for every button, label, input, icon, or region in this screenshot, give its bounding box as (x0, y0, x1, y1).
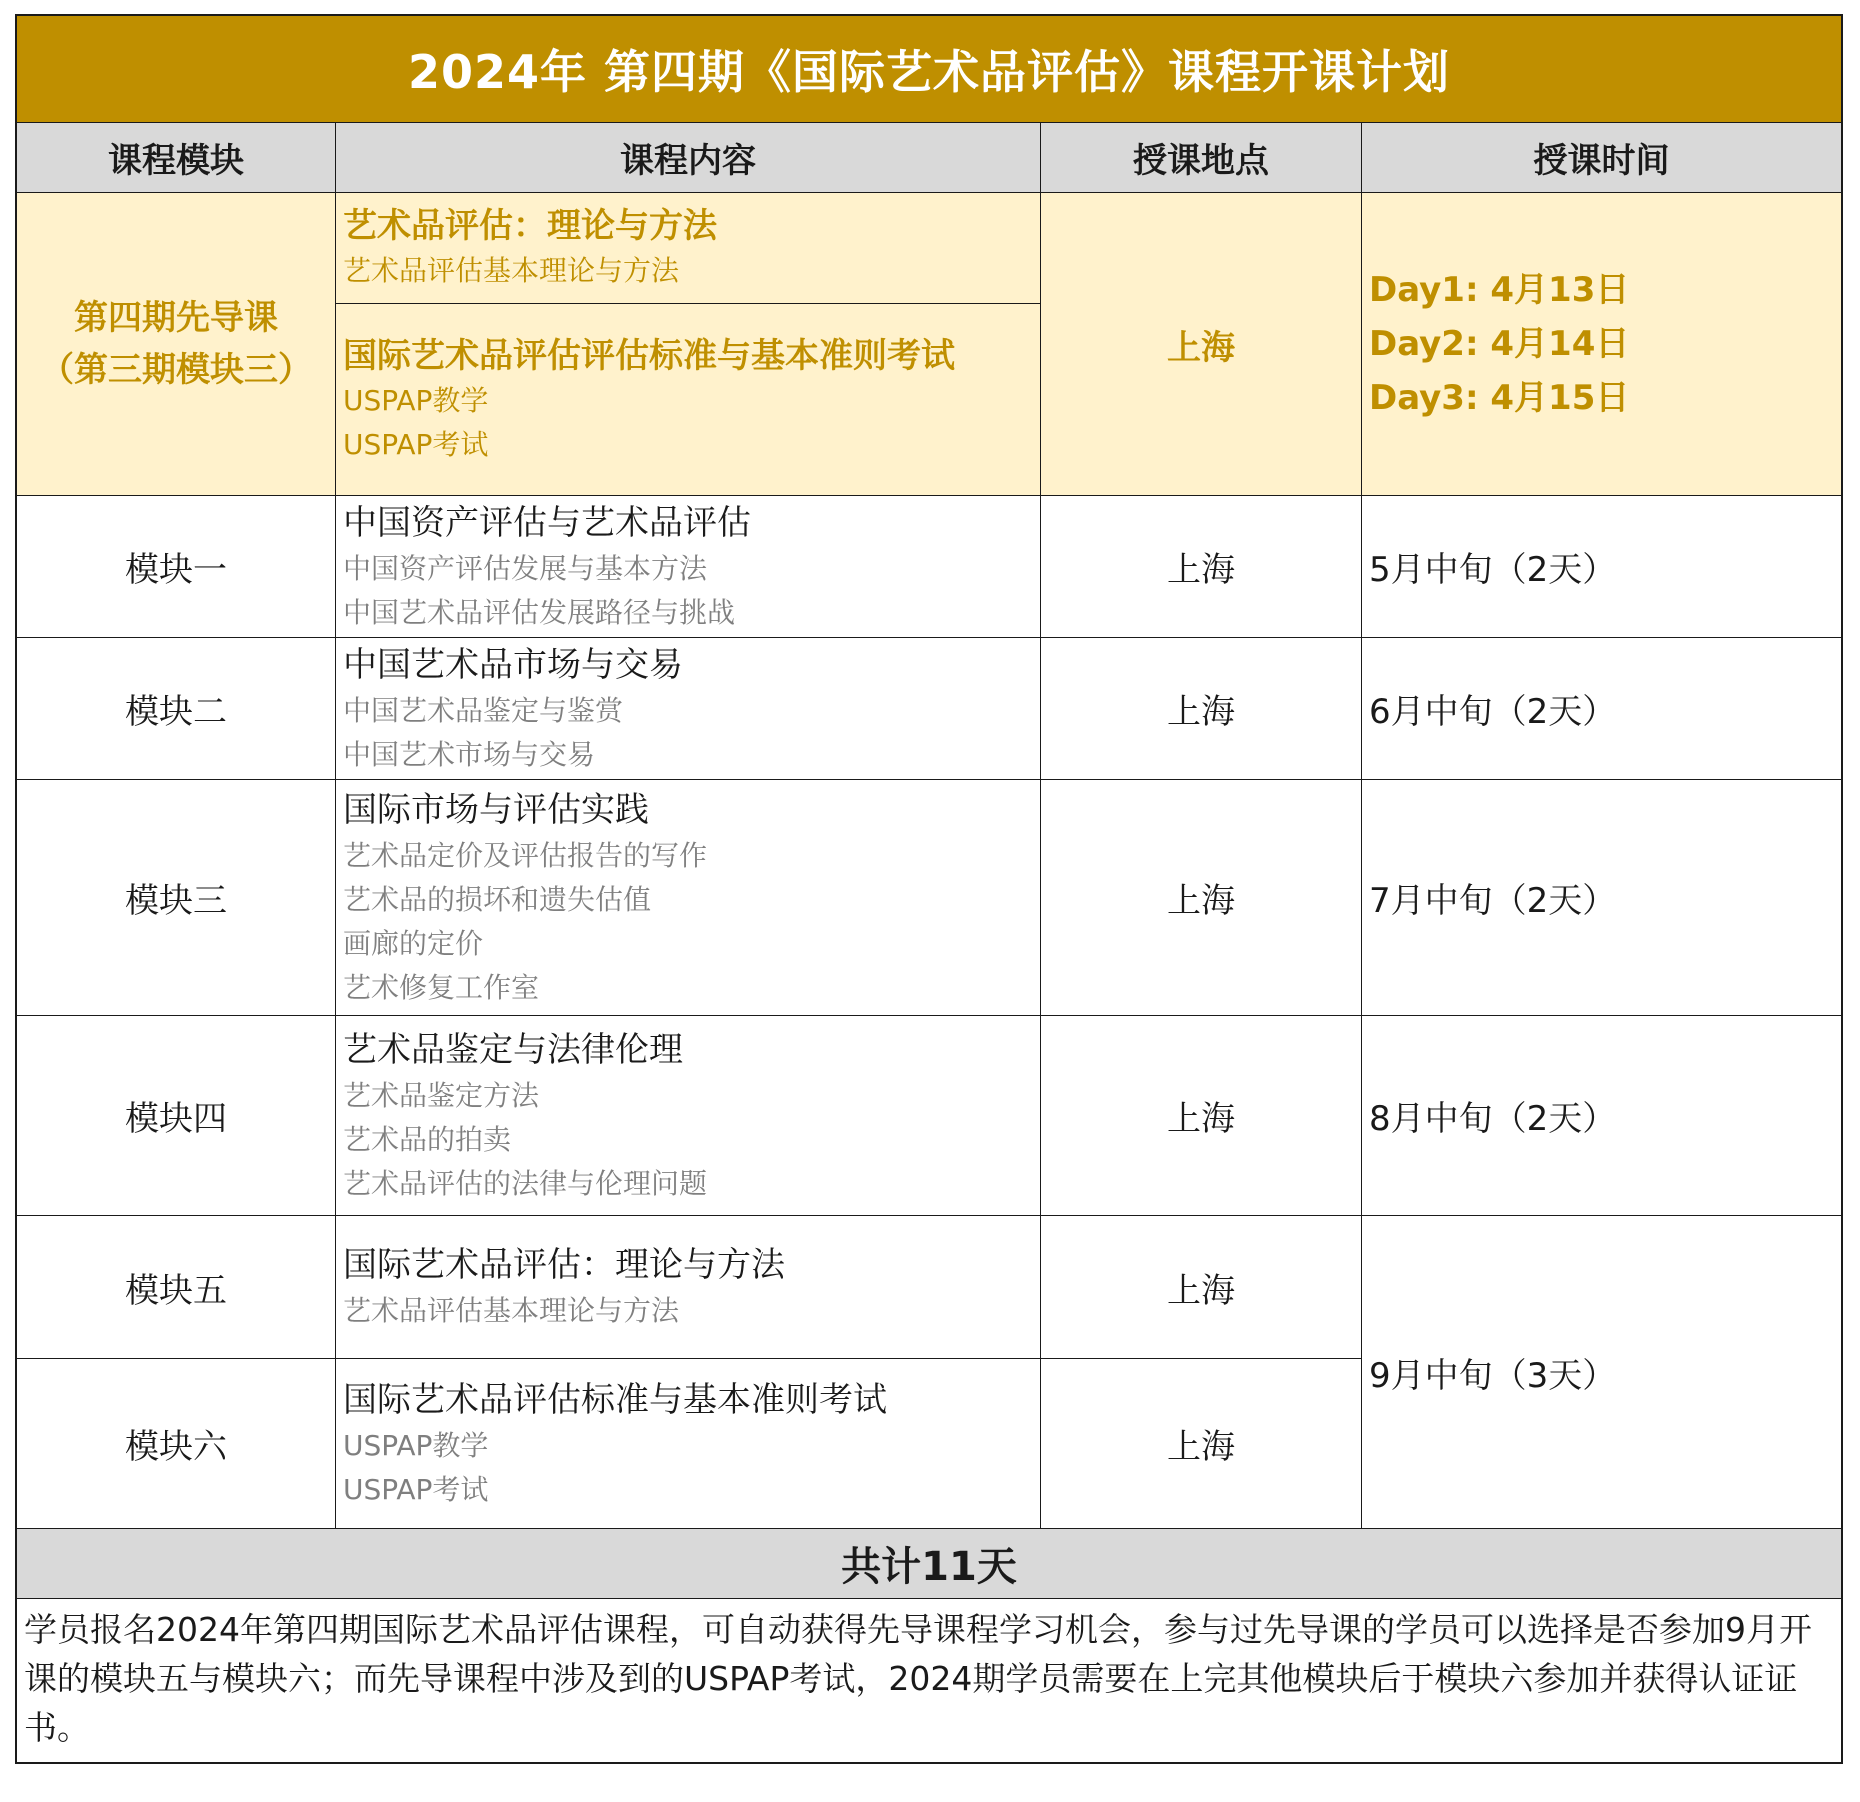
location-text: 上海 (1167, 327, 1235, 368)
module-item: 艺术品的损坏和遗失估值 (343, 882, 652, 916)
module-row (17, 1358, 1361, 1528)
module-item: 艺术品定价及评估报告的写作 (343, 838, 708, 872)
module-name-cell: 模块三 (125, 881, 227, 921)
module-title: 中国艺术品市场与交易 (343, 644, 683, 685)
module-content-cell (335, 496, 1040, 637)
header-module: 课程模块 (108, 141, 244, 181)
module-location-cell: 上海 (1040, 1359, 1361, 1528)
preliminary-block-1 (336, 193, 1040, 303)
course-schedule-table (15, 14, 1843, 1764)
header-row (17, 122, 1841, 192)
preliminary-block-item: 艺术品评估基本理论与方法 (343, 254, 680, 287)
module-name-cell: 模块一 (125, 550, 227, 590)
module-item: 中国艺术市场与交易 (343, 737, 596, 771)
table-title-row (17, 16, 1841, 122)
module-location-cell: 上海 (1040, 780, 1361, 1015)
preliminary-time-cell (1361, 193, 1841, 495)
preliminary-location-cell (1040, 193, 1361, 495)
day-3: Day3: 4月15日 (1369, 378, 1630, 418)
preliminary-block-title: 国际艺术品评估评估标准与基本准则考试 (343, 335, 955, 376)
preliminary-block-title: 艺术品评估：理论与方法 (343, 206, 717, 246)
module-item: 中国资产评估发展与基本方法 (343, 551, 708, 585)
module-time-cell: 5月中旬（2天） (1361, 496, 1841, 637)
module-row (17, 779, 1841, 1015)
module-row (17, 495, 1841, 637)
total-days: 共计11天 (841, 1544, 1017, 1590)
note-row (17, 1598, 1841, 1762)
merged-modules-block (17, 1215, 1841, 1528)
module-item: 中国艺术品评估发展路径与挑战 (343, 595, 736, 629)
module-content-cell (335, 1359, 1040, 1528)
merged-time: 9月中旬（3天） (1369, 1355, 1617, 1396)
merged-modules-left (17, 1216, 1361, 1528)
preliminary-days (1369, 263, 1629, 425)
note-text: 学员报名2024年第四期国际艺术品评估课程，可自动获得先导课程学习机会，参与过先导课的学员可以选择是否参加9月开课的模块五与模块六；而先导课程中涉及到的USPAP考试，2024期学员需要在上完其他模块后于模块六参加并获得认证证书。 (24, 1610, 1812, 1747)
header-content: 课程内容 (335, 123, 1040, 192)
module-item: 艺术修复工作室 (343, 970, 540, 1004)
module-name-cell: 模块四 (125, 1099, 227, 1139)
module-location-cell: 上海 (1040, 638, 1361, 779)
module-location-cell: 上海 (1040, 1216, 1361, 1358)
header-time: 授课时间 (1361, 123, 1841, 192)
preliminary-content-cell (335, 193, 1040, 495)
preliminary-module-line1: 第四期先导课 (74, 298, 278, 338)
day-2: Day2: 4月14日 (1369, 324, 1630, 364)
module-item: USPAP考试 (343, 1472, 489, 1506)
module-time-cell: 7月中旬（2天） (1361, 780, 1841, 1015)
module-title: 中国资产评估与艺术品评估 (343, 502, 751, 543)
module-row (17, 637, 1841, 779)
module-title: 国际市场与评估实践 (343, 789, 649, 830)
preliminary-block-item: USPAP考试 (343, 427, 489, 461)
module-title: 国际艺术品评估：理论与方法 (343, 1245, 785, 1285)
module-content-cell (335, 638, 1040, 779)
total-row (17, 1528, 1841, 1598)
module-item: 画廊的定价 (343, 926, 484, 960)
module-location-cell: 上海 (1040, 1016, 1361, 1215)
preliminary-block-item: USPAP教学 (343, 383, 489, 417)
day-1: Day1: 4月13日 (1369, 270, 1630, 310)
module-name-cell: 模块六 (125, 1427, 227, 1467)
module-item: USPAP教学 (343, 1428, 489, 1462)
module-name-cell: 模块二 (125, 692, 227, 732)
table-title: 2024年 第四期《国际艺术品评估》课程开课计划 (407, 45, 1451, 99)
module-time-cell: 8月中旬（2天） (1361, 1016, 1841, 1215)
module-item: 艺术品的拍卖 (343, 1122, 512, 1156)
module-name-cell: 模块五 (125, 1270, 227, 1311)
preliminary-module-line2: （第三期模块三） (40, 350, 312, 390)
module-row (17, 1216, 1361, 1358)
module-time-cell: 6月中旬（2天） (1361, 638, 1841, 779)
preliminary-course-row (17, 192, 1841, 495)
module-item: 中国艺术品鉴定与鉴赏 (343, 693, 624, 727)
module-title: 国际艺术品评估标准与基本准则考试 (343, 1379, 887, 1420)
module-item: 艺术品评估基本理论与方法 (343, 1294, 680, 1327)
module-item: 艺术品鉴定方法 (343, 1078, 540, 1112)
merged-time-cell (1361, 1216, 1841, 1528)
module-content-cell (335, 780, 1040, 1015)
module-content-cell (335, 1016, 1040, 1215)
preliminary-block-2 (336, 303, 1040, 495)
header-location: 授课地点 (1040, 123, 1361, 192)
module-location-cell: 上海 (1040, 496, 1361, 637)
module-content-cell (335, 1216, 1040, 1358)
preliminary-module-cell (17, 193, 335, 495)
module-title: 艺术品鉴定与法律伦理 (343, 1029, 683, 1070)
module-item: 艺术品评估的法律与伦理问题 (343, 1166, 708, 1200)
module-row (17, 1015, 1841, 1215)
